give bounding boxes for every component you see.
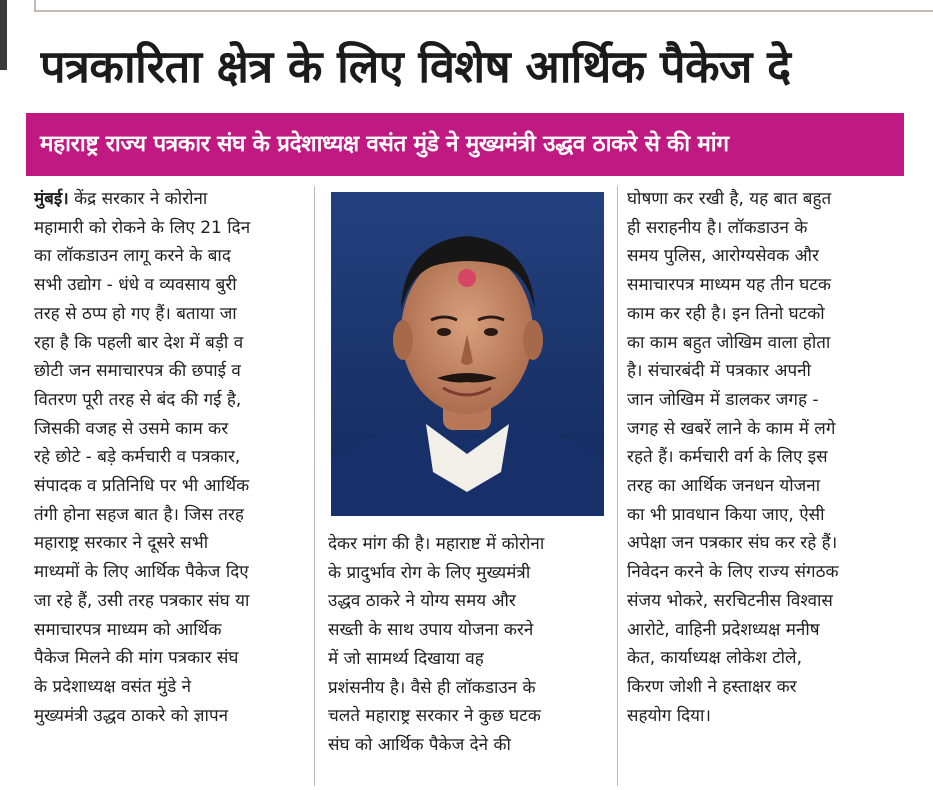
column-1-line: जिसकी वजह से उसमे काम कर <box>34 418 229 439</box>
column-3-line: है। संचारबंदी में पत्रकार अपनी <box>627 361 811 382</box>
column-2-line: चलते महाराष्ट्र सरकार ने कुछ घटक <box>328 706 541 727</box>
column-3-line: ही सराहनीय है। लॉकडाउन के <box>627 217 808 238</box>
column-1-line: तरह से ठप्प हो गए हैं। बताया जा <box>34 303 237 324</box>
column-1-line-0: मुंबई। केंद्र सरकार ने कोरोना <box>34 189 208 209</box>
article-column-3 <box>627 185 903 730</box>
column-1-line: संपादक व प्रतिनिधि पर भी आर्थिक <box>34 476 250 497</box>
column-1-line: के प्रदेशाध्यक्ष वसंत मुंडे ने <box>34 676 192 697</box>
column-1-line: वितरण पूरी तरह से बंद की गई है, <box>34 389 242 410</box>
column-2-line: में जो सामर्थ्य दिखाया वह <box>328 648 484 669</box>
column-1-line: रहे छोटे - बड़े कर्मचारी व पत्रकार, <box>34 447 241 468</box>
column-2-line: सख्ती के साथ उपाय योजना करने <box>328 620 534 641</box>
page-edge-bar <box>0 0 7 70</box>
portrait-photo <box>331 192 604 516</box>
column-3-line: किरण जोशी ने हस्ताक्षर कर <box>627 676 797 697</box>
column-3-line: सहयोग दिया। <box>627 705 711 726</box>
column-1-line: सभी उद्योग - धंधे व व्यवसाय बुरी <box>34 275 237 296</box>
portrait-illustration <box>331 192 604 516</box>
column-3-line: आरोटे, वाहिनी प्रदेशध्यक्ष मनीष <box>627 619 820 640</box>
subheadline-banner: महाराष्ट्र राज्य पत्रकार संघ के प्रदेशाध्यक्ष वसंत मुंडे ने मुख्यमंत्री उद्धव ठाकरे से की मांग <box>26 113 904 176</box>
column-3-line: जान जोखिम में डालकर जगह - <box>627 389 819 410</box>
column-1-line: का लॉकडाउन लागू करने के बाद <box>34 246 231 267</box>
column-1-line: रहा है कि पहली बार देश में बड़ी व <box>34 332 244 353</box>
column-1-line: छोटी जन समाचारपत्र की छपाई व <box>34 361 241 382</box>
article-column-1 <box>34 185 302 730</box>
column-1-line: माध्यमों के लिए आर्थिक पैकेज दिए <box>34 562 249 583</box>
column-3-line: अपेक्षा जन पत्रकार संघ कर रहे हैं। <box>627 533 838 554</box>
column-3-line: समाचारपत्र माध्यम यह तीन घटक <box>627 275 831 296</box>
headline: पत्रकारिता क्षेत्र के लिए विशेष आर्थिक पैकेज दे <box>40 40 791 93</box>
column-divider-1 <box>314 186 315 786</box>
column-2-line: प्रशंसनीय है। वैसे ही लॉकडाउन के <box>328 677 536 698</box>
column-2-line: संघ को आर्थिक पैकेज देने की <box>328 734 511 755</box>
top-border-rule <box>34 0 933 12</box>
column-3-line: तरह का आर्थिक जनधन योजना <box>627 476 821 497</box>
column-3-line: काम कर रही है। इन तिनो घटको <box>627 303 825 324</box>
column-3-line: घोषणा कर रखी है, यह बात बहुत <box>627 189 832 209</box>
column-3-line: निवेदन करने के लिए राज्य संगठक <box>627 562 839 583</box>
column-2-line: देकर मांग की है। महाराष्ट में कोरोना <box>328 534 545 554</box>
column-1-line: जा रहे हैं, उसी तरह पत्रकार संघ या <box>34 590 250 611</box>
column-2-line: के प्रादुर्भाव रोग के लिए मुख्यमंत्री <box>328 562 531 583</box>
column-3-line: का भी प्रावधान किया जाए, ऐसी <box>627 504 825 525</box>
column-3-line: रहते हैं। कर्मचारी वर्ग के लिए इस <box>627 447 828 468</box>
column-3-line: समय पुलिस, आरोग्यसेवक और <box>627 246 819 267</box>
column-divider-2 <box>617 186 618 786</box>
column-3-line: का काम बहुत जोखिम वाला होता <box>627 332 831 353</box>
column-2-line: उद्धव ठाकरे ने योग्य समय और <box>328 591 516 612</box>
column-1-line: पैकेज मिलने की मांग पत्रकार संघ <box>34 648 239 669</box>
column-3-line: जगह से खबरें लाने के काम में लगे <box>627 418 836 439</box>
column-1-line: महामारी को रोकने के लिए 21 दिन <box>34 217 251 238</box>
column-1-line: महाराष्ट्र सरकार ने दूसरे सभी <box>34 533 209 554</box>
column-1-line: तंगी होना सहज बात है। जिस तरह <box>34 504 244 525</box>
column-3-line: संजय भोकरे, सरचिटनीस विश्वास <box>627 590 833 611</box>
column-3-line: केत, कार्याध्यक्ष लोकेश टोले, <box>627 648 802 669</box>
dateline: मुंबई। <box>34 189 69 209</box>
column-1-line: मुख्यमंत्री उद्धव ठाकरे को ज्ञापन <box>34 705 229 726</box>
column-1-line: समाचारपत्र माध्यम को आर्थिक <box>34 619 222 640</box>
article-column-2 <box>328 530 608 760</box>
